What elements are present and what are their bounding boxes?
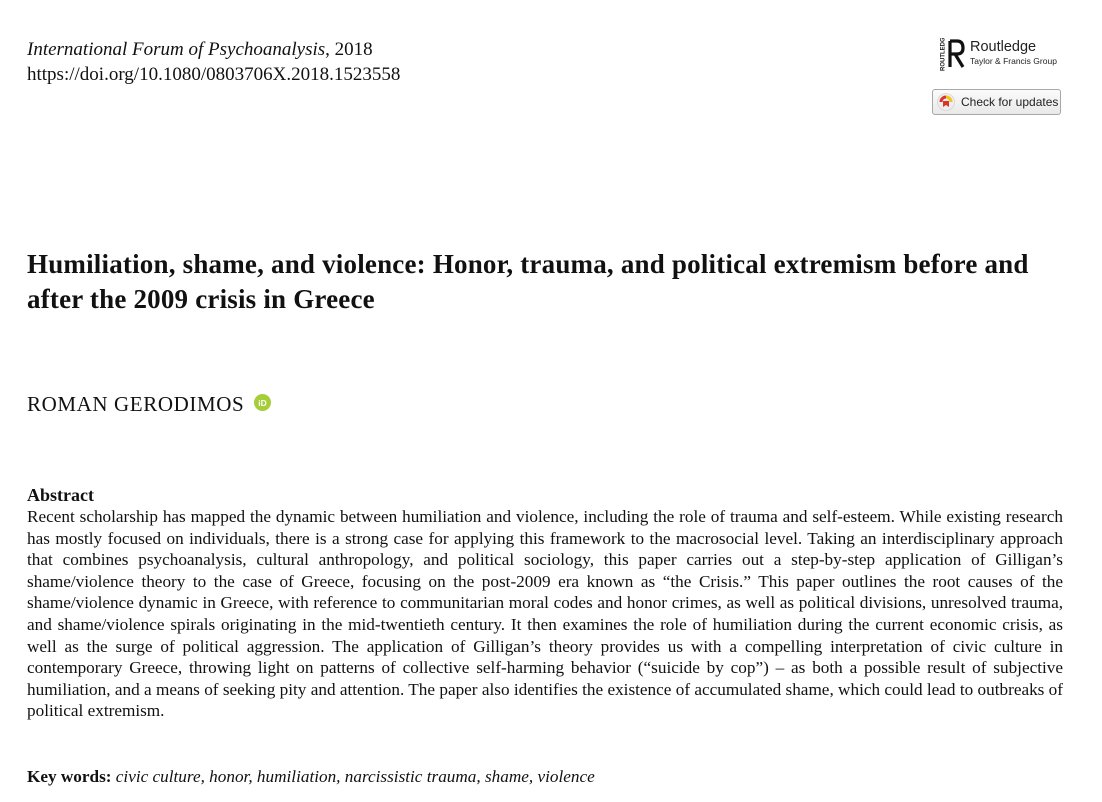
publisher-name: Routledge: [970, 39, 1037, 55]
svg-text:iD: iD: [258, 397, 268, 408]
check-for-updates-icon: [937, 93, 955, 111]
check-for-updates-button[interactable]: [932, 89, 1061, 115]
publisher-block: [940, 38, 1057, 72]
journal-citation: [27, 38, 373, 62]
abstract-heading: Abstract: [27, 485, 94, 505]
author-name: ROMAN GERODIMOS: [27, 392, 245, 416]
routledge-logo: [940, 38, 966, 72]
orcid-icon[interactable]: [254, 394, 271, 411]
check-for-updates-label: Check for updates: [961, 95, 1059, 109]
logo-vertical-text: ROUTLEDGE: [940, 38, 947, 71]
abstract-body: Recent scholarship has mapped the dynamic between humiliation and violence, including the role of trauma and self-esteem. While existing research has mostly focused on individuals, there is a strong case for applying this framework to the macrosocial level. Taking an interdisciplinary approach that combines psychoanalysis, cultural anthropology, and political sociology, this paper carries out a step-by-step application of Gilligan’s shame/violence theory to the case of Greece, focusing on the post-2009 era known as “the Crisis.” This paper outlines the root causes of the shame/violence dynamic in Greece, with reference to communitarian moral codes and honor crimes, as well as political divisions, unresolved trauma, and shame/violence spirals originating in the mid-twentieth century. It then examines the role of humiliation during the current economic crisis, as well as the surge of political aggression. The application of Gilligan’s theory provides us with a compelling interpretation of civic culture in contemporary Greece, throwing light on patterns of collective self-harming behavior (“suicide by cop”) – as both a possible result of subjective humiliation, and a means of seeking pity and attention. The paper also identifies the existence of accumulated shame, which could lead to outbreaks of political extremism.: [27, 507, 1063, 721]
author-row: [27, 391, 271, 417]
keywords-list: civic culture, honor, humiliation, narcissistic trauma, shame, violence: [115, 767, 595, 786]
doi-link[interactable]: https://doi.org/10.1080/0803706X.2018.1523558: [27, 64, 401, 85]
article-title: Humiliation, shame, and violence: Honor, trauma, and political extremism before and after the 2009 crisis in Greece: [27, 249, 1029, 314]
journal-year: , 2018: [325, 39, 373, 60]
publisher-subname: Taylor & Francis Group: [970, 56, 1057, 66]
keywords-label: Key words:: [27, 767, 112, 786]
journal-name: International Forum of Psychoanalysis: [27, 39, 326, 60]
keywords-line: [27, 766, 595, 788]
